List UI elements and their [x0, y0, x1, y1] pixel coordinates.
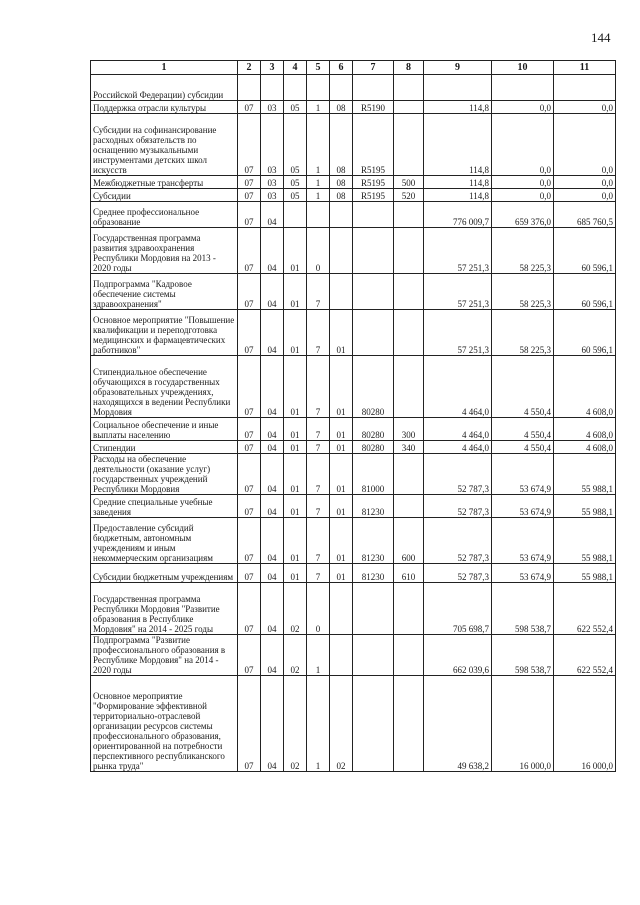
amount-cell: 52 787,3 — [424, 454, 492, 495]
table-row — [91, 583, 616, 635]
code-cell — [353, 310, 394, 356]
table-row — [91, 75, 616, 101]
amount-cell: 52 787,3 — [424, 564, 492, 583]
code-cell: 7 — [307, 274, 330, 310]
code-cell: 1 — [307, 635, 330, 676]
amount-cell: 4 608,0 — [554, 441, 616, 454]
code-cell: 04 — [261, 564, 284, 583]
code-cell: 07 — [238, 518, 261, 564]
code-cell: 07 — [238, 454, 261, 495]
code-cell: 04 — [261, 274, 284, 310]
amount-cell: 58 225,3 — [492, 310, 554, 356]
code-cell: 01 — [330, 518, 353, 564]
row-name: Стипендиальное обеспечение обучающихся в государственных образовательных учреждениях, находящихся в ведении Республики Мордовия — [91, 356, 238, 418]
code-cell: 08 — [330, 101, 353, 114]
code-cell: 03 — [261, 176, 284, 189]
column-header: 1 — [91, 61, 238, 75]
code-cell: 05 — [284, 189, 307, 202]
amount-cell: 57 251,3 — [424, 228, 492, 274]
amount-cell: 55 988,1 — [554, 564, 616, 583]
column-header: 2 — [238, 61, 261, 75]
amount-cell: 16 000,0 — [554, 676, 616, 772]
code-cell: 04 — [261, 676, 284, 772]
code-cell — [394, 75, 424, 101]
code-cell: 7 — [307, 564, 330, 583]
code-cell: 03 — [261, 189, 284, 202]
row-name: Основное мероприятие "Повышение квалификации и переподготовка медицинских и фармацевтических работников" — [91, 310, 238, 356]
table-row — [91, 310, 616, 356]
code-cell: 07 — [238, 564, 261, 583]
amount-cell: 776 009,7 — [424, 202, 492, 228]
column-header: 3 — [261, 61, 284, 75]
table-row — [91, 454, 616, 495]
code-cell: 04 — [261, 418, 284, 441]
code-cell: 04 — [261, 635, 284, 676]
row-name: Социальное обеспечение и иные выплаты населению — [91, 418, 238, 441]
row-name: Средние специальные учебные заведения — [91, 495, 238, 518]
amount-cell — [554, 75, 616, 101]
code-cell — [394, 635, 424, 676]
amount-cell: 705 698,7 — [424, 583, 492, 635]
code-cell: 01 — [284, 495, 307, 518]
code-cell: 04 — [261, 441, 284, 454]
amount-cell: 52 787,3 — [424, 518, 492, 564]
code-cell — [353, 228, 394, 274]
amount-cell: 58 225,3 — [492, 274, 554, 310]
table-row — [91, 274, 616, 310]
code-cell: 1 — [307, 189, 330, 202]
code-cell: 1 — [307, 176, 330, 189]
code-cell: 01 — [330, 564, 353, 583]
code-cell: 0 — [307, 228, 330, 274]
code-cell: 81230 — [353, 564, 394, 583]
code-cell: 81230 — [353, 518, 394, 564]
amount-cell: 0,0 — [492, 189, 554, 202]
column-header: 9 — [424, 61, 492, 75]
code-cell — [394, 495, 424, 518]
code-cell — [394, 202, 424, 228]
row-name: Государственная программа Республики Мордовия "Развитие образования в Республике Мордовия" на 2014 - 2025 годы — [91, 583, 238, 635]
amount-cell: 114,8 — [424, 101, 492, 114]
code-cell: 1 — [307, 676, 330, 772]
code-cell — [307, 75, 330, 101]
code-cell: 04 — [261, 310, 284, 356]
code-cell: 1 — [307, 114, 330, 176]
code-cell: R5190 — [353, 101, 394, 114]
code-cell: 01 — [330, 441, 353, 454]
table-row — [91, 176, 616, 189]
code-cell: 01 — [284, 274, 307, 310]
code-cell: 01 — [330, 418, 353, 441]
amount-cell: 114,8 — [424, 114, 492, 176]
amount-cell: 0,0 — [554, 101, 616, 114]
code-cell: 81000 — [353, 454, 394, 495]
amount-cell: 659 376,0 — [492, 202, 554, 228]
amount-cell: 0,0 — [492, 176, 554, 189]
code-cell: R5195 — [353, 176, 394, 189]
table-row — [91, 518, 616, 564]
code-cell: 7 — [307, 418, 330, 441]
code-cell: 04 — [261, 518, 284, 564]
code-cell — [307, 202, 330, 228]
amount-cell: 58 225,3 — [492, 228, 554, 274]
row-name: Российской Федерации) субсидии — [91, 75, 238, 101]
amount-cell: 0,0 — [492, 114, 554, 176]
code-cell: 80280 — [353, 356, 394, 418]
row-name: Основное мероприятие "Формирование эффективной территориально-отраслевой организации ресурсов системы профессионального образования, ориентированной на потребности перспективного республиканского рынка труда" — [91, 676, 238, 772]
amount-cell: 0,0 — [554, 114, 616, 176]
code-cell: 7 — [307, 518, 330, 564]
amount-cell: 57 251,3 — [424, 274, 492, 310]
amount-cell: 0,0 — [492, 101, 554, 114]
amount-cell: 16 000,0 — [492, 676, 554, 772]
amount-cell: 114,8 — [424, 189, 492, 202]
column-header: 8 — [394, 61, 424, 75]
code-cell: 08 — [330, 189, 353, 202]
code-cell: R5195 — [353, 114, 394, 176]
column-header: 10 — [492, 61, 554, 75]
code-cell: 07 — [238, 202, 261, 228]
amount-cell: 55 988,1 — [554, 495, 616, 518]
code-cell: 07 — [238, 583, 261, 635]
amount-cell: 4 464,0 — [424, 356, 492, 418]
code-cell — [330, 583, 353, 635]
amount-cell: 53 674,9 — [492, 564, 554, 583]
amount-cell: 4 608,0 — [554, 418, 616, 441]
row-name: Государственная программа развития здравоохранения Республики Мордовия на 2013 - 2020 годы — [91, 228, 238, 274]
amount-cell: 4 550,4 — [492, 441, 554, 454]
code-cell: 07 — [238, 101, 261, 114]
column-header: 4 — [284, 61, 307, 75]
amount-cell: 60 596,1 — [554, 274, 616, 310]
code-cell: 01 — [284, 310, 307, 356]
code-cell: 7 — [307, 495, 330, 518]
table-row — [91, 228, 616, 274]
code-cell — [238, 75, 261, 101]
row-name: Субсидии на софинансирование расходных обязательств по оснащению музыкальными инструментами детских школ искусств — [91, 114, 238, 176]
table-row — [91, 564, 616, 583]
amount-cell: 4 464,0 — [424, 441, 492, 454]
code-cell — [353, 274, 394, 310]
amount-cell: 52 787,3 — [424, 495, 492, 518]
table-row — [91, 202, 616, 228]
code-cell: 07 — [238, 676, 261, 772]
code-cell: 80280 — [353, 441, 394, 454]
code-cell: 01 — [284, 564, 307, 583]
code-cell: 07 — [238, 418, 261, 441]
code-cell — [261, 75, 284, 101]
code-cell: 01 — [284, 228, 307, 274]
code-cell: 01 — [284, 356, 307, 418]
budget-table — [90, 60, 616, 772]
amount-cell: 60 596,1 — [554, 310, 616, 356]
code-cell: 01 — [284, 418, 307, 441]
code-cell: 07 — [238, 441, 261, 454]
code-cell: 07 — [238, 635, 261, 676]
code-cell: 600 — [394, 518, 424, 564]
table-row — [91, 418, 616, 441]
code-cell — [353, 676, 394, 772]
amount-cell: 685 760,5 — [554, 202, 616, 228]
code-cell: 05 — [284, 101, 307, 114]
code-cell: R5195 — [353, 189, 394, 202]
code-cell: 02 — [284, 583, 307, 635]
amount-cell: 662 039,6 — [424, 635, 492, 676]
code-cell — [394, 228, 424, 274]
code-cell: 05 — [284, 176, 307, 189]
page-number: 144 — [591, 30, 611, 45]
code-cell: 500 — [394, 176, 424, 189]
code-cell: 01 — [284, 518, 307, 564]
code-cell: 07 — [238, 495, 261, 518]
code-cell: 01 — [330, 310, 353, 356]
amount-cell — [424, 75, 492, 101]
row-name: Субсидии — [91, 189, 238, 202]
code-cell: 04 — [261, 228, 284, 274]
code-cell: 08 — [330, 114, 353, 176]
code-cell: 01 — [284, 454, 307, 495]
row-name: Подпрограмма "Кадровое обеспечение системы здравоохранения" — [91, 274, 238, 310]
table-row — [91, 441, 616, 454]
code-cell: 7 — [307, 441, 330, 454]
code-cell: 07 — [238, 176, 261, 189]
amount-cell: 4 550,4 — [492, 356, 554, 418]
code-cell: 520 — [394, 189, 424, 202]
code-cell: 02 — [284, 676, 307, 772]
table-row — [91, 114, 616, 176]
code-cell — [353, 635, 394, 676]
code-cell — [394, 274, 424, 310]
amount-cell: 4 608,0 — [554, 356, 616, 418]
code-cell: 01 — [284, 441, 307, 454]
code-cell: 610 — [394, 564, 424, 583]
amount-cell: 0,0 — [554, 176, 616, 189]
code-cell: 7 — [307, 310, 330, 356]
table-row — [91, 495, 616, 518]
code-cell: 04 — [261, 202, 284, 228]
row-name: Предоставление субсидий бюджетным, автономным учреждениям и иным некоммерческим организациям — [91, 518, 238, 564]
code-cell: 01 — [330, 356, 353, 418]
row-name: Межбюджетные трансферты — [91, 176, 238, 189]
code-cell — [330, 228, 353, 274]
table-row — [91, 101, 616, 114]
code-cell: 05 — [284, 114, 307, 176]
code-cell: 02 — [284, 635, 307, 676]
code-cell — [330, 202, 353, 228]
row-name: Субсидии бюджетным учреждениям — [91, 564, 238, 583]
column-header: 5 — [307, 61, 330, 75]
amount-cell: 49 638,2 — [424, 676, 492, 772]
amount-cell: 55 988,1 — [554, 518, 616, 564]
code-cell — [394, 310, 424, 356]
header-row — [91, 61, 616, 75]
table-row — [91, 356, 616, 418]
code-cell: 04 — [261, 356, 284, 418]
code-cell — [284, 202, 307, 228]
amount-cell: 4 464,0 — [424, 418, 492, 441]
code-cell — [394, 676, 424, 772]
row-name: Поддержка отрасли культуры — [91, 101, 238, 114]
column-header: 7 — [353, 61, 394, 75]
code-cell — [394, 454, 424, 495]
code-cell — [353, 583, 394, 635]
column-header: 6 — [330, 61, 353, 75]
amount-cell: 57 251,3 — [424, 310, 492, 356]
code-cell: 04 — [261, 583, 284, 635]
row-name: Среднее профессиональное образование — [91, 202, 238, 228]
amount-cell: 622 552,4 — [554, 583, 616, 635]
code-cell: 81230 — [353, 495, 394, 518]
code-cell — [330, 75, 353, 101]
amount-cell — [492, 75, 554, 101]
amount-cell: 622 552,4 — [554, 635, 616, 676]
amount-cell: 598 538,7 — [492, 583, 554, 635]
code-cell: 340 — [394, 441, 424, 454]
code-cell — [353, 202, 394, 228]
row-name: Расходы на обеспечение деятельности (оказание услуг) государственных учреждений Республики Мордовия — [91, 454, 238, 495]
amount-cell: 60 596,1 — [554, 228, 616, 274]
table-row — [91, 635, 616, 676]
code-cell — [353, 75, 394, 101]
code-cell: 04 — [261, 495, 284, 518]
row-name: Подпрограмма "Развитие профессионального образования в Республике Мордовия" на 2014 - 2020 годы — [91, 635, 238, 676]
amount-cell: 53 674,9 — [492, 495, 554, 518]
code-cell: 7 — [307, 454, 330, 495]
code-cell: 07 — [238, 114, 261, 176]
code-cell — [394, 583, 424, 635]
code-cell: 01 — [330, 495, 353, 518]
code-cell — [394, 114, 424, 176]
code-cell — [394, 101, 424, 114]
amount-cell: 4 550,4 — [492, 418, 554, 441]
amount-cell: 53 674,9 — [492, 454, 554, 495]
code-cell — [394, 356, 424, 418]
code-cell: 07 — [238, 310, 261, 356]
table-row — [91, 189, 616, 202]
amount-cell: 598 538,7 — [492, 635, 554, 676]
code-cell: 02 — [330, 676, 353, 772]
table-row — [91, 676, 616, 772]
amount-cell: 55 988,1 — [554, 454, 616, 495]
code-cell: 1 — [307, 101, 330, 114]
row-name: Стипендии — [91, 441, 238, 454]
code-cell: 03 — [261, 101, 284, 114]
code-cell: 07 — [238, 356, 261, 418]
code-cell: 04 — [261, 454, 284, 495]
code-cell — [330, 635, 353, 676]
code-cell: 07 — [238, 274, 261, 310]
column-header: 11 — [554, 61, 616, 75]
amount-cell: 53 674,9 — [492, 518, 554, 564]
code-cell: 01 — [330, 454, 353, 495]
code-cell: 7 — [307, 356, 330, 418]
code-cell: 07 — [238, 228, 261, 274]
code-cell: 300 — [394, 418, 424, 441]
amount-cell: 114,8 — [424, 176, 492, 189]
code-cell: 80280 — [353, 418, 394, 441]
code-cell — [330, 274, 353, 310]
code-cell: 03 — [261, 114, 284, 176]
code-cell: 0 — [307, 583, 330, 635]
code-cell: 08 — [330, 176, 353, 189]
code-cell — [284, 75, 307, 101]
code-cell: 07 — [238, 189, 261, 202]
amount-cell: 0,0 — [554, 189, 616, 202]
